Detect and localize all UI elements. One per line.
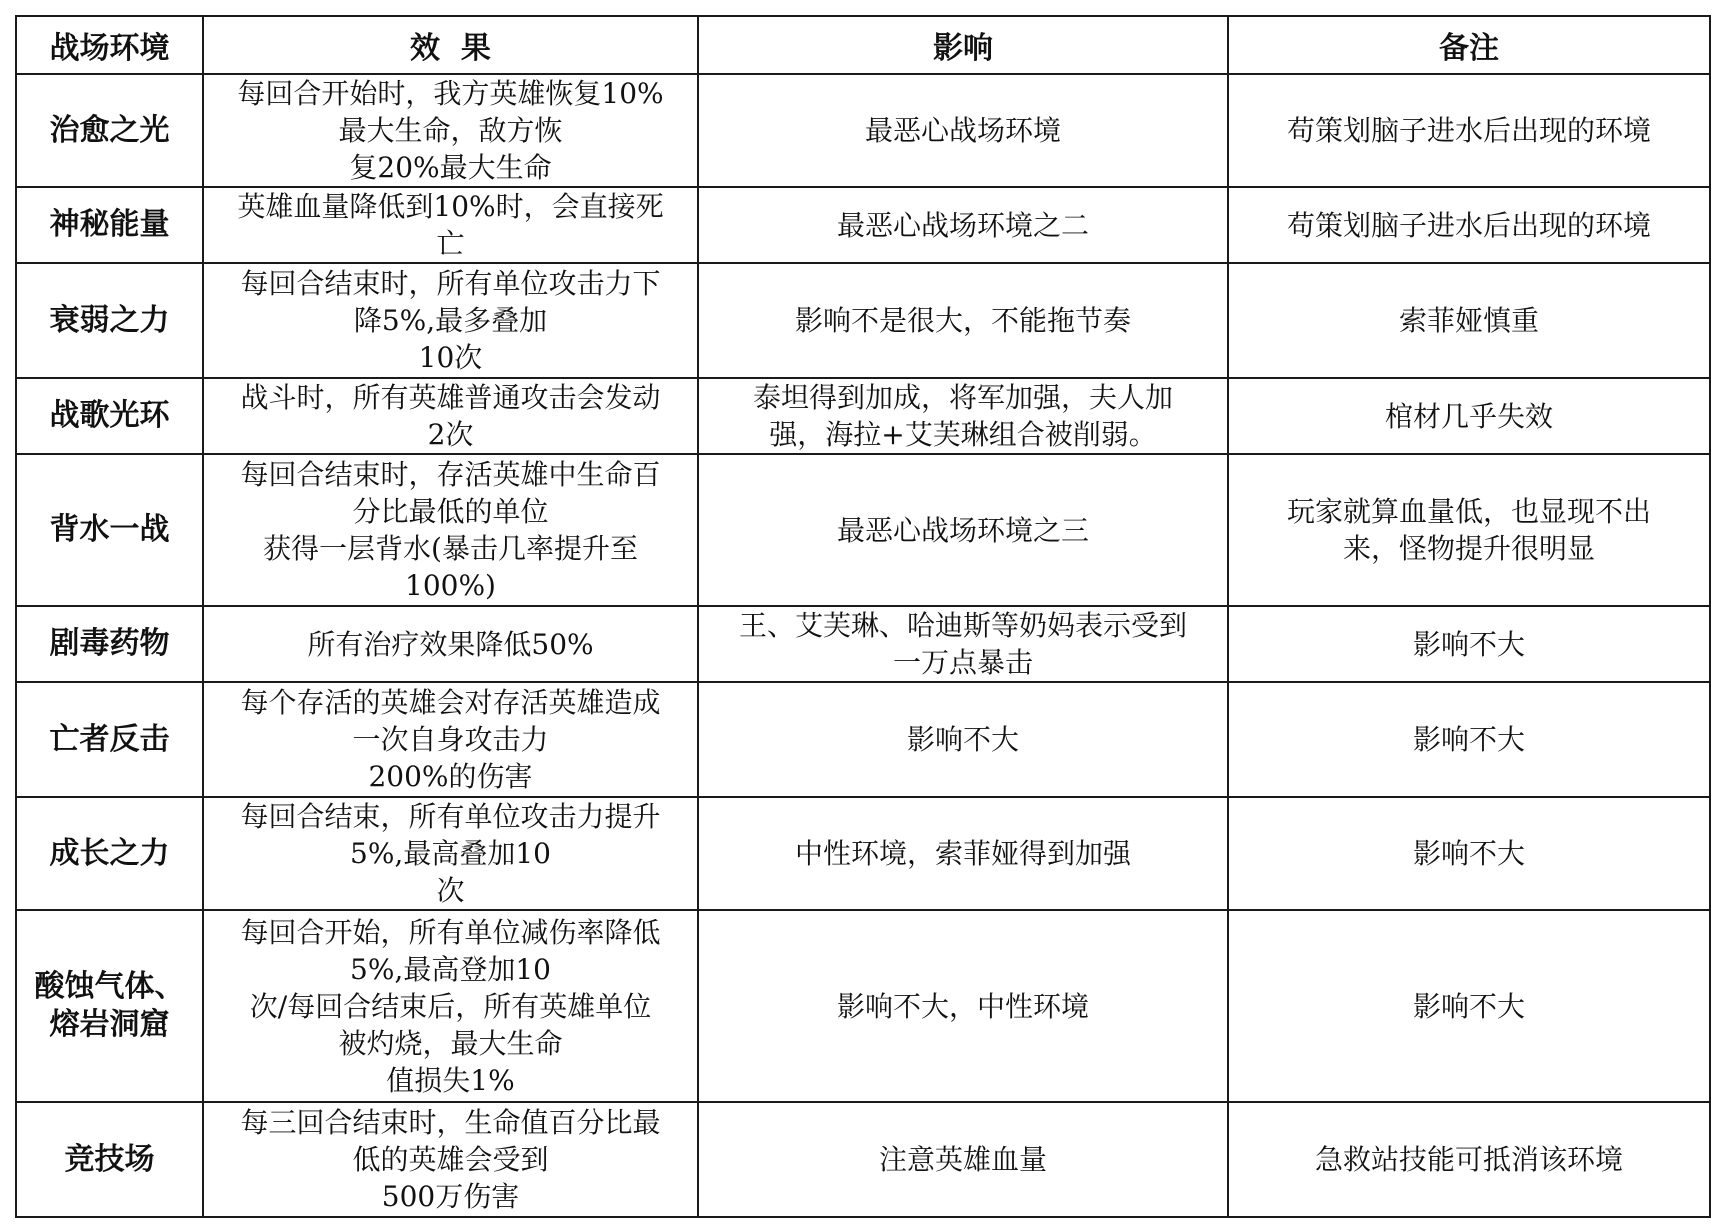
cell-text-line: 注意英雄血量 [878,1143,1047,1176]
effect-cell [203,74,698,187]
header-note: 备注 [1228,16,1710,74]
effect-cell [203,187,698,263]
note-cell [1228,263,1710,378]
cell-text-line: 降5%,最多叠加 [353,304,548,337]
cell-text-line: 最恶心战场环境之二 [836,208,1089,242]
cell-text-line: 影响不大 [1412,723,1525,756]
table-row [16,1102,1710,1217]
cell-text-line: 剧毒药物 [49,626,170,661]
impact-cell [698,454,1228,606]
cell-text-line: 500万伤害 [381,1180,520,1213]
cell-text-line: 次 [436,874,465,907]
cell-text-line: 治愈之光 [49,112,170,148]
cell-text-line: 每回合结束时，存活英雄中生命百 [240,458,661,491]
environment-name-cell [16,682,203,797]
cell-text-line: 影响不是很大，不能拖节奏 [794,304,1131,337]
cell-text-line: 10次 [418,341,483,374]
table-row [16,187,1710,263]
cell-text-line: 衰弱之力 [49,302,170,338]
table-row [16,682,1710,797]
note-cell [1228,682,1710,797]
note-cell [1228,454,1710,606]
cell-text-line: 每回合开始，所有单位减伤率降低 [240,915,661,949]
cell-text-line: 玩家就算血量低，也显现不出 [1286,495,1651,528]
cell-text-line: 中性环境，索菲娅得到加强 [794,837,1131,870]
cell-text-line: 每回合开始时，我方英雄恢复10% [237,77,664,110]
note-cell [1228,187,1710,263]
cell-text-line: 影响不大 [1412,989,1525,1023]
impact-cell [698,187,1228,263]
effect-cell [203,454,698,606]
cell-text-line: 成长之力 [49,835,170,871]
table-row [16,910,1710,1102]
note-cell [1228,797,1710,910]
impact-cell [698,378,1228,454]
cell-text-line: 王、艾芙琳、哈迪斯等奶妈表示受到 [738,609,1187,642]
cell-text-line: 索菲娅慎重 [1398,304,1539,337]
cell-text-line: 200%的伤害 [368,760,533,793]
cell-text-line: 来，怪物提升很明显 [1342,532,1595,565]
impact-cell [698,1102,1228,1217]
note-cell [1228,606,1710,682]
cell-text-line: 最大生命，敌方恢 [338,114,563,147]
cell-text-line: 获得一层背水(暴击几率提升至 [263,532,638,565]
cell-text-line: 复20%最大生命 [349,151,552,184]
cell-text-line: 苟策划脑子进水后出现的环境 [1286,208,1651,242]
impact-cell [698,797,1228,910]
battlefield-environment-table [15,15,1711,1218]
environment-name-cell [16,797,203,910]
cell-text-line: 最恶心战场环境 [864,114,1061,147]
cell-text-line: 一次自身攻击力 [352,723,549,756]
cell-text-line: 每个存活的英雄会对存活英雄造成 [240,686,661,719]
header-impact: 影响 [698,16,1228,74]
cell-text-line: 每回合结束，所有单位攻击力提升 [240,800,661,833]
cell-text-line: 每回合结束时，所有单位攻击力下 [240,267,661,300]
cell-text-line: 5%,最高登加10 [350,952,551,986]
cell-text-line: 每三回合结束时，生命值百分比最 [240,1106,661,1139]
environment-name-cell [16,187,203,263]
effect-cell [203,263,698,378]
cell-text-line: 竞技场 [64,1141,155,1177]
impact-cell [698,74,1228,187]
effect-cell [203,910,698,1102]
environment-name-cell [16,74,203,187]
environment-name-cell [16,910,203,1102]
table-row [16,378,1710,454]
cell-text-line: 强，海拉+艾芙琳组合被削弱。 [769,418,1157,451]
cell-text-line: 熔岩洞窟 [49,1007,170,1042]
cell-text-line: 5%,最高叠加10 [350,837,551,870]
cell-text-line: 战斗时，所有英雄普通攻击会发动 [240,381,661,414]
cell-text-line: 泰坦得到加成，将军加强，夫人加 [752,381,1173,414]
cell-text-line: 背水一战 [49,512,170,547]
header-row [16,16,1710,74]
cell-text-line: 被灼烧，最大生命 [338,1026,563,1060]
effect-cell [203,1102,698,1217]
cell-text-line: 值损失1% [386,1063,515,1097]
note-cell [1228,910,1710,1102]
environment-name-cell [16,378,203,454]
cell-text-line: 所有治疗效果降低50% [307,627,594,661]
note-cell [1228,1102,1710,1217]
impact-cell [698,606,1228,682]
effect-cell [203,606,698,682]
table-row [16,797,1710,910]
header-environment: 战场环境 [16,16,203,74]
effect-cell [203,797,698,910]
impact-cell [698,263,1228,378]
cell-text-line: 次/每回合结束后，所有英雄单位 [249,989,652,1023]
table-row [16,606,1710,682]
cell-text-line: 战歌光环 [49,398,170,433]
impact-cell [698,910,1228,1102]
effect-cell [203,682,698,797]
cell-text-line: 棺材几乎失效 [1384,399,1553,433]
cell-text-line: 急救站技能可抵消该环境 [1314,1143,1623,1176]
cell-text-line: 影响不大，中性环境 [836,989,1089,1023]
impact-cell [698,682,1228,797]
table-row [16,263,1710,378]
table-row [16,454,1710,606]
cell-text-line: 2次 [427,418,474,451]
cell-text-line: 100%) [405,569,496,602]
cell-text-line: 英雄血量降低到10%时，会直接死 [237,190,664,223]
cell-text-line: 影响不大 [1412,837,1525,870]
cell-text-line: 神秘能量 [49,207,170,242]
table-header [16,16,1710,74]
note-cell [1228,74,1710,187]
header-effect: 效 果 [203,16,698,74]
table-row [16,74,1710,187]
note-cell [1228,378,1710,454]
cell-text-line: 亡者反击 [49,721,170,757]
environment-name-cell [16,1102,203,1217]
environment-name-cell [16,606,203,682]
cell-text-line: 低的英雄会受到 [352,1143,549,1176]
cell-text-line: 亡 [436,227,465,260]
cell-text-line: 苟策划脑子进水后出现的环境 [1286,114,1651,147]
cell-text-line: 酸蚀气体、 [34,969,185,1004]
environment-name-cell [16,454,203,606]
cell-text-line: 影响不大 [1412,627,1525,661]
cell-text-line: 最恶心战场环境之三 [836,513,1089,547]
table-body [16,74,1710,1217]
cell-text-line: 一万点暴击 [892,646,1033,679]
environment-name-cell [16,263,203,378]
cell-text-line: 影响不大 [906,723,1019,756]
effect-cell [203,378,698,454]
cell-text-line: 分比最低的单位 [352,495,549,528]
